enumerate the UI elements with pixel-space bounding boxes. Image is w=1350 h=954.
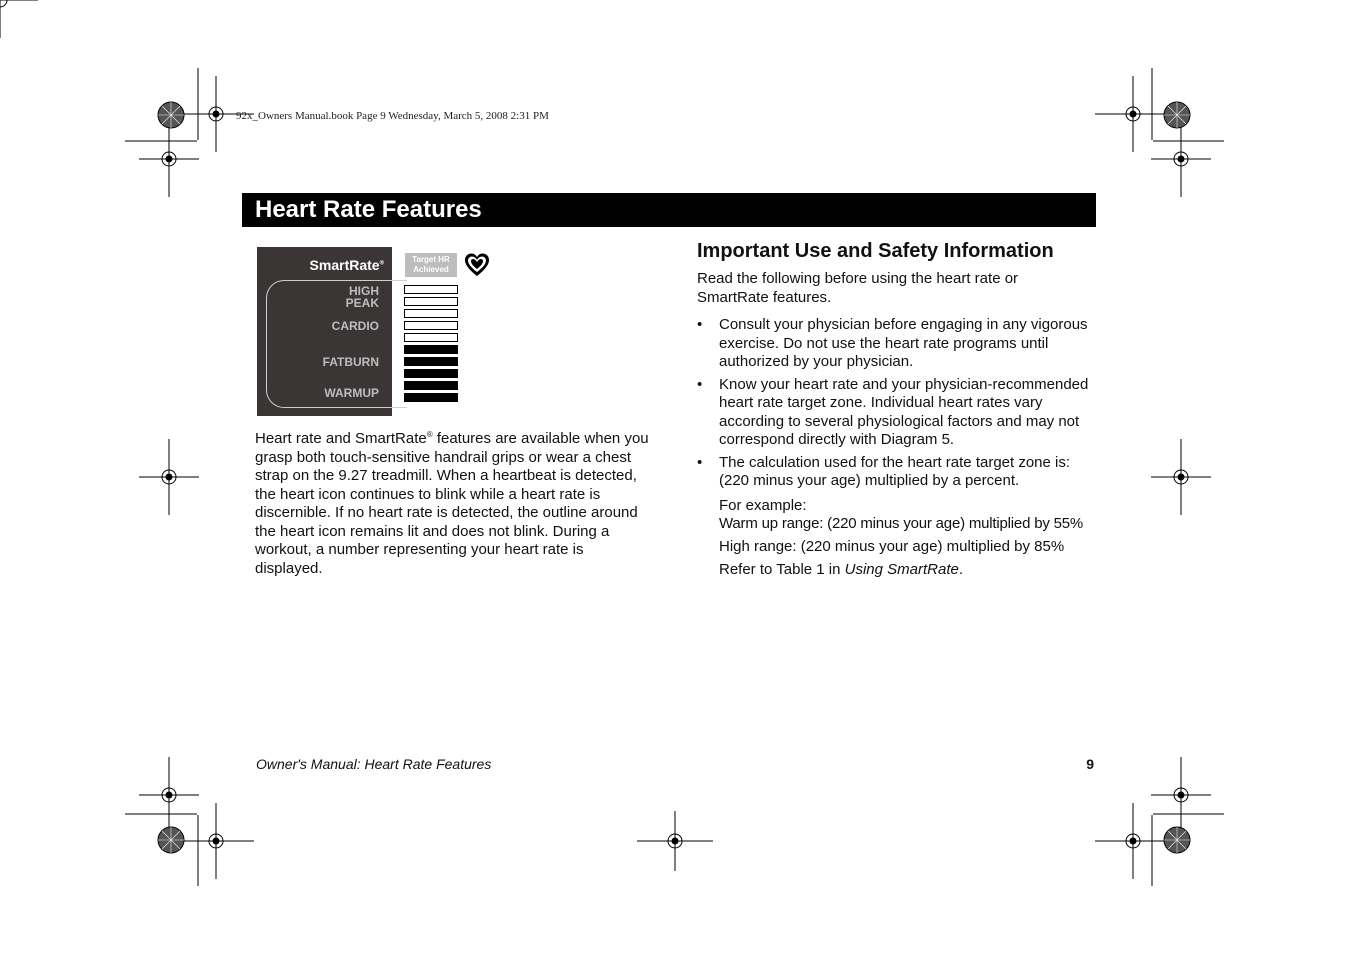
heart-rate-bar-graph: [404, 285, 458, 405]
safety-heading: Important Use and Safety Information: [697, 240, 1054, 262]
target-hr-achieved-badge: [405, 253, 457, 277]
description-part-1: Heart rate and SmartRate: [255, 430, 427, 447]
bar-segment: [404, 345, 458, 354]
safety-intro: Read the following before using the heart rate or SmartRate features.: [697, 270, 1019, 306]
bar-segment: [404, 369, 458, 378]
zone-label-peak: PEAK: [345, 296, 379, 310]
zone-label-high: HIGH: [349, 284, 379, 298]
section-title-bar: [242, 193, 1096, 227]
table-reference: [719, 561, 1099, 580]
example-label: For example:: [719, 497, 807, 514]
zone-label-warmup: WARMUP: [324, 386, 379, 400]
list-item: • Know your heart rate and your physician-recommended heart rate target zone. Individual heart rates vary according to several physiological factors and may not correspond directly with Diagram 5.: [697, 376, 1097, 450]
badge-line-1: Target HR: [412, 255, 450, 264]
badge-line-2: Achieved: [413, 265, 449, 274]
page-number: 9: [1086, 756, 1094, 772]
heart-rate-description: [255, 426, 655, 578]
zone-label-cardio: CARDIO: [331, 319, 379, 333]
smartrate-logo: SmartRate®: [309, 257, 384, 273]
bar-segment: [404, 381, 458, 390]
bar-segment: [404, 357, 458, 366]
registered-mark: ®: [426, 430, 433, 439]
table-reference-suffix: .: [958, 561, 964, 578]
table-reference-prefix: Refer to Table 1 in: [719, 561, 845, 578]
footer-running-title: Owner's Manual: Heart Rate Features: [256, 756, 492, 772]
warmup-range: Warm up range: (220 minus your age) multiplied by 55%: [719, 515, 1084, 532]
bar-segment: [404, 333, 458, 342]
safety-bullet-list: [697, 316, 1097, 495]
section-title: Heart Rate Features: [255, 196, 482, 223]
bar-segment: [404, 321, 458, 330]
bar-segment: [404, 393, 458, 402]
smartrate-display-panel: [257, 247, 392, 416]
list-item: • Consult your physician before engaging in any vigorous exercise. Do not use the heart rate programs until authorized by your physician.: [697, 316, 1097, 372]
bar-segment: [404, 285, 458, 294]
table-reference-title: Using SmartRate: [844, 561, 959, 578]
bar-segment: [404, 297, 458, 306]
high-range: High range: (220 minus your age) multiplied by 85%: [719, 538, 1065, 555]
heart-outline-icon: [464, 252, 490, 278]
description-part-2: features are available when you grasp both touch-sensitive handrail grips or wear a chest strap on the 9.27 treadmill. When a heartbeat is detected, the heart icon continues to blink while a heart rate is discernible. If no heart rate is detected, the outline around the heart icon remains lit and does not blink. During a workout, a number representing your heart rate is displayed.: [255, 430, 649, 577]
zone-label-fatburn: FATBURN: [322, 355, 379, 369]
list-item: • The calculation used for the heart rate target zone is: (220 minus your age) multiplied by a percent.: [697, 454, 1097, 491]
bar-segment: [404, 309, 458, 318]
slug-line: 92x_Owners Manual.book Page 9 Wednesday, March 5, 2008 2:31 PM: [236, 110, 549, 122]
